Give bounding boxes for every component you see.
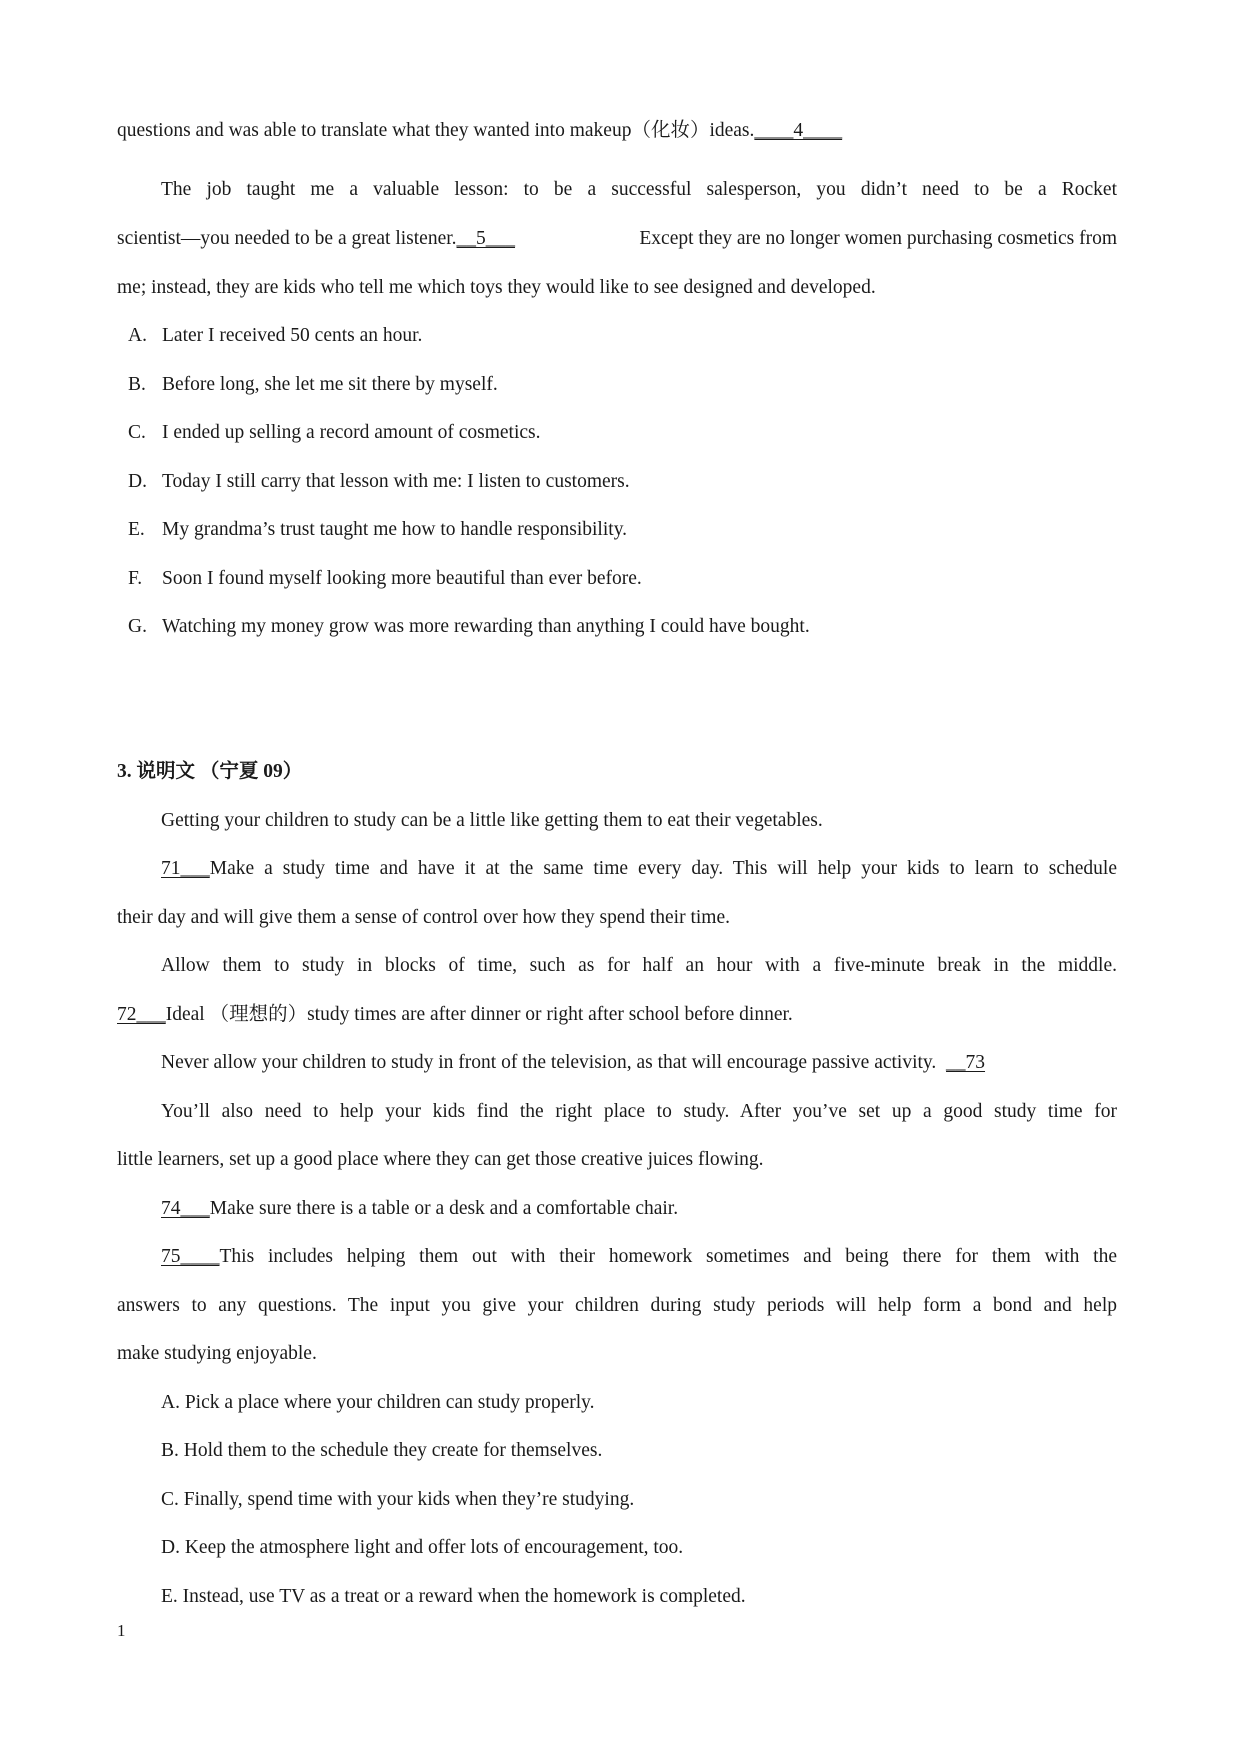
option-item — [128, 421, 541, 445]
passage-text: Make sure there is a table or a desk and a comfortable chair. — [209, 1198, 679, 1219]
option-letter: G. — [128, 616, 147, 637]
option-item — [128, 567, 642, 591]
text-line — [117, 1003, 793, 1027]
option-letter: A. — [128, 325, 147, 346]
option-item: C. Finally, spend time with your kids when they’re studying. — [161, 1489, 635, 1510]
text-line — [161, 1197, 678, 1221]
text-line — [161, 1245, 1117, 1269]
option-item: D. Keep the atmosphere light and offer lots of encouragement, too. — [161, 1537, 684, 1558]
passage-text: Make a study time and have it at the same time every day. This will help your kids to learn to schedule — [209, 858, 1117, 879]
text-line: make studying enjoyable. — [117, 1343, 317, 1364]
text-line: You’ll also need to help your kids find the right place to study. After you’ve set up a good study time for — [161, 1101, 1117, 1122]
text-line — [161, 1051, 985, 1075]
option-letter: B. — [128, 374, 146, 395]
option-text: Watching my money grow was more rewarding than anything I could have bought. — [162, 616, 810, 637]
text-line: little learners, set up a good place where they can get those creative juices flowing. — [117, 1149, 764, 1170]
answer-blank-74: 74___ — [161, 1198, 210, 1219]
passage-text: Ideal （理想的）study times are after dinner or right after school before dinner. — [165, 1004, 793, 1025]
passage-text: questions and was able to translate what they wanted into makeup（化妆）ideas. — [117, 120, 755, 141]
option-item — [128, 373, 498, 397]
text-line — [117, 227, 1117, 251]
section-heading: 3. 说明文 （宁夏 09） — [117, 761, 303, 782]
option-letter: C. — [128, 422, 146, 443]
answer-blank-71: 71___ — [161, 858, 210, 879]
passage-text: Never allow your children to study in front of the television, as that will encourage passive activity. — [161, 1052, 937, 1073]
option-text: Later I received 50 cents an hour. — [162, 325, 423, 346]
option-text: Today I still carry that lesson with me: I listen to customers. — [162, 471, 630, 492]
option-item: E. Instead, use TV as a treat or a reward when the homework is completed. — [161, 1586, 746, 1607]
passage-text: Except they are no longer women purchasing cosmetics from — [639, 228, 1117, 249]
option-letter: F. — [128, 568, 143, 589]
option-item — [128, 324, 422, 348]
text-line: their day and will give them a sense of control over how they spend their time. — [117, 907, 731, 928]
answer-blank-4: ____4____ — [754, 120, 843, 141]
option-item — [128, 518, 627, 542]
passage-text: This includes helping them out with their homework sometimes and being there for them with the — [219, 1246, 1117, 1267]
option-letter: E. — [128, 519, 145, 540]
option-item — [128, 615, 810, 639]
text-line — [161, 857, 1117, 881]
option-text: I ended up selling a record amount of cosmetics. — [162, 422, 541, 443]
text-line: The job taught me a valuable lesson: to be a successful salesperson, you didn’t need to be a Rocket — [161, 179, 1117, 200]
answer-blank-72: 72___ — [117, 1004, 166, 1025]
option-letter: D. — [128, 471, 147, 492]
page-number: 1 — [117, 1621, 126, 1640]
text-line: Allow them to study in blocks of time, such as for half an hour with a five-minute break in the middle. — [161, 955, 1117, 976]
option-text: My grandma’s trust taught me how to handle responsibility. — [162, 519, 628, 540]
option-text: Soon I found myself looking more beautiful than ever before. — [162, 568, 642, 589]
option-text: Before long, she let me sit there by myself. — [162, 374, 498, 395]
option-item: B. Hold them to the schedule they create for themselves. — [161, 1440, 603, 1461]
text-line: Getting your children to study can be a little like getting them to eat their vegetables. — [161, 810, 823, 831]
passage-text: scientist—you needed to be a great listener. — [117, 228, 457, 249]
text-line — [117, 119, 842, 143]
answer-blank-75: 75____ — [161, 1246, 220, 1267]
option-item: A. Pick a place where your children can study properly. — [161, 1392, 595, 1413]
answer-blank-73: __73 — [946, 1052, 986, 1073]
option-item — [128, 470, 630, 494]
text-line: answers to any questions. The input you give your children during study periods will help form a bond and help — [117, 1295, 1117, 1316]
text-line: me; instead, they are kids who tell me which toys they would like to see designed and developed. — [117, 277, 876, 298]
answer-blank-5: __5___ — [456, 228, 516, 249]
